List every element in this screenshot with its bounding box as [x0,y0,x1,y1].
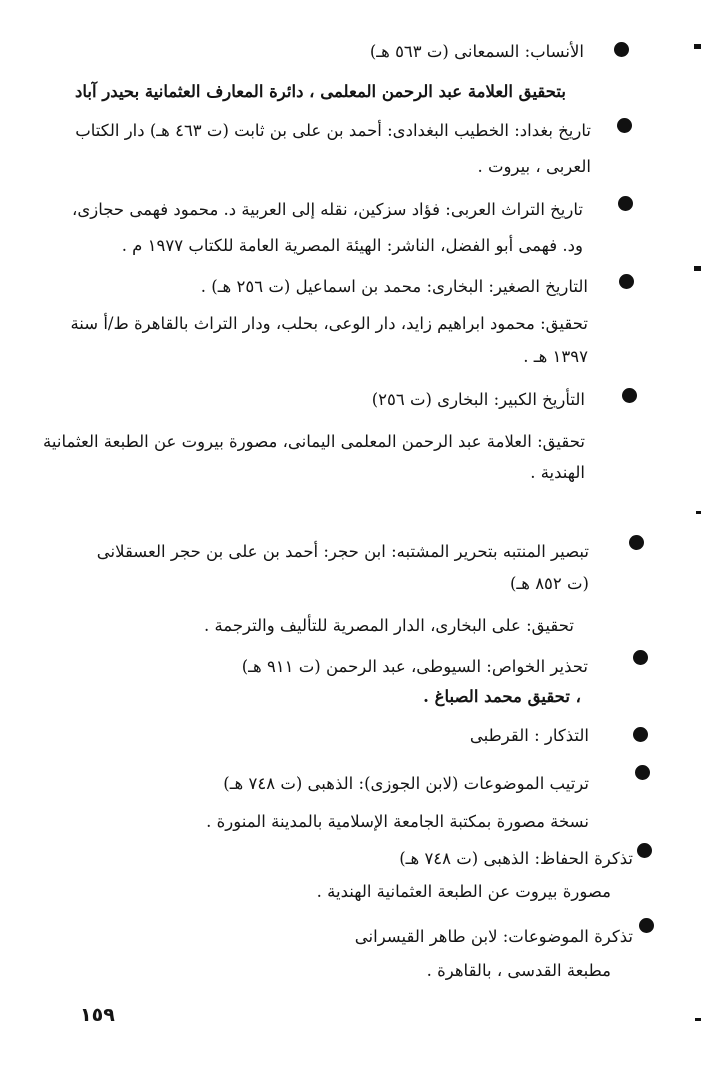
bullet-icon [633,727,648,742]
bullet-icon [622,388,637,403]
bullet-icon [619,274,634,289]
entry-11-line-2: مطبعة القدسى ، بالقاهرة . [426,961,611,980]
entry-1-line-1: الأنساب: السمعانى (ت ٥٦٣ هـ) [369,42,584,61]
bullet-icon [629,535,644,550]
binding-mark [694,44,701,49]
entry-1-line-2: بتحقيق العلامة عبد الرحمن المعلمى ، دائرة المعارف العثمانية بحيدر آباد [75,82,566,101]
binding-mark [694,266,701,271]
entry-9-line-1: ترتيب الموضوعات (لابن الجوزى): الذهبى (ت ٧٤٨ هـ) [223,774,589,793]
entry-4-line-3: ١٣٩٧ هـ . [523,347,588,366]
entry-8-line-1: التذكار : القرطبى [469,726,589,745]
entry-4-line-2: تحقيق: محمود ابراهيم زايد، دار الوعى، بحلب، ودار التراث بالقاهرة ط/أ سنة [70,314,588,333]
entry-9-line-2: نسخة مصورة بمكتبة الجامعة الإسلامية بالمدينة المنورة . [206,812,589,831]
entry-10-line-1: تذكرة الحفاظ: الذهبى (ت ٧٤٨ هـ) [399,849,633,868]
entry-2-line-2: العربى ، بيروت . [477,157,591,176]
entry-3-line-2: ود. فهمى أبو الفضل، الناشر: الهيئة المصرية العامة للكتاب ١٩٧٧ م . [121,236,583,255]
entry-6-line-2: (ت ٨٥٢ هـ) [509,574,589,593]
binding-mark [696,511,701,514]
entry-5-line-1: التأريخ الكبير: البخارى (ت ٢٥٦) [371,390,585,409]
page-number: ١٥٩ [80,1004,115,1026]
binding-mark [695,1018,701,1021]
entry-7-line-2: ، تحقيق محمد الصباغ . [423,687,581,706]
entry-3-line-1: تاريخ التراث العربى: فؤاد سزكين، نقله إلى العربية د. محمود فهمى حجازى، [72,200,583,219]
entry-6-line-3: تحقيق: على البخارى، الدار المصرية للتأليف والترجمة . [203,616,574,635]
bullet-icon [639,918,654,933]
entry-10-line-2: مصورة بيروت عن الطبعة العثمانية الهندية . [316,882,611,901]
entry-2-line-1: تاريخ بغداد: الخطيب البغدادى: أحمد بن على بن ثابت (ت ٤٦٣ هـ) دار الكتاب [75,121,591,140]
bullet-icon [618,196,633,211]
bullet-icon [617,118,632,133]
entry-11-line-1: تذكرة الموضوعات: لابن طاهر القيسرانى [354,927,633,946]
bullet-icon [633,650,648,665]
bullet-icon [614,42,629,57]
bullet-icon [635,765,650,780]
entry-5-line-2: تحقيق: العلامة عبد الرحمن المعلمى اليمانى، مصورة بيروت عن الطبعة العثمانية [43,432,585,451]
entry-6-line-1: تبصير المنتبه بتحرير المشتبه: ابن حجر: أحمد بن على بن حجر العسقلانى [96,542,589,561]
entry-4-line-1: التاريخ الصغير: البخارى: محمد بن اسماعيل (ت ٢٥٦ هـ) . [200,277,588,296]
bullet-icon [637,843,652,858]
entry-7-line-1: تحذير الخواص: السيوطى، عبد الرحمن (ت ٩١١ هـ) [241,657,588,676]
entry-5-line-3: الهندية . [530,463,585,482]
